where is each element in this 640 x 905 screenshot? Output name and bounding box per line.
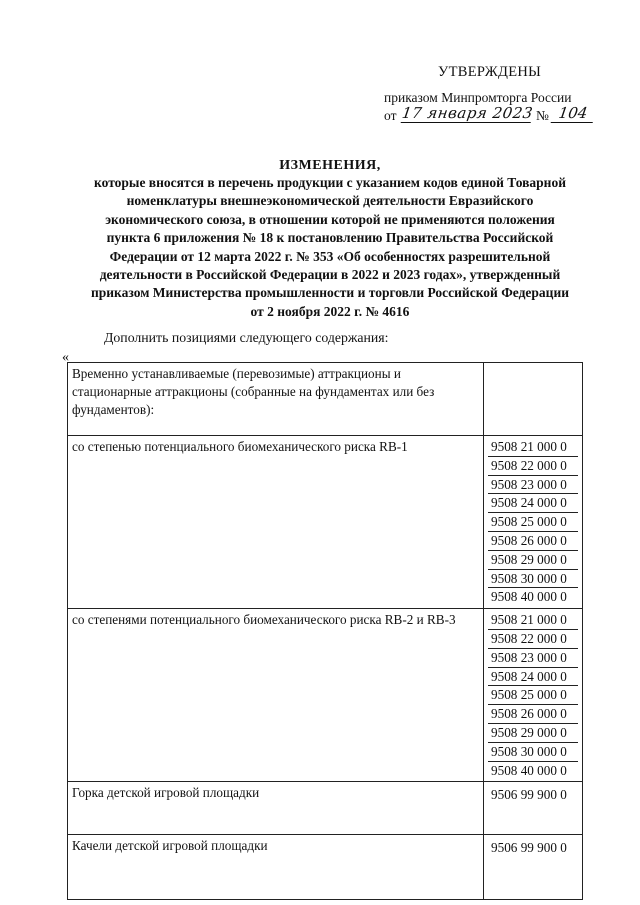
subtitle-line: номенклатуры внешнеэкономической деятельности Евразийского — [126, 193, 534, 209]
tnved-code: 9508 26 000 0 — [488, 532, 578, 551]
tnved-code: 9508 21 000 0 — [488, 611, 578, 630]
table-row — [68, 363, 583, 436]
product-codes-table — [67, 362, 583, 900]
product-name-cell: Качели детской игровой площадки — [68, 835, 484, 900]
document-subtitle — [60, 174, 600, 321]
approved-label: УТВЕРЖДЕНЫ — [438, 64, 542, 80]
subtitle-line: деятельности в Российской Федерации в 2022 и 2023 годах», утвержденный — [99, 267, 561, 283]
product-name-cell: Горка детской игровой площадки — [68, 782, 484, 835]
tnved-code-cell — [484, 363, 583, 436]
table-row — [68, 782, 583, 835]
document-heading: ИЗМЕНЕНИЯ, — [279, 158, 381, 173]
tnved-code: 9508 23 000 0 — [488, 649, 578, 668]
tnved-code-cell — [484, 609, 583, 782]
subtitle-line: приказом Министерства промышленности и торговли Российской Федерации — [90, 285, 570, 301]
tnved-code: 9506 99 900 0 — [491, 787, 567, 803]
tnved-code: 9508 23 000 0 — [488, 476, 578, 495]
intro-paragraph: Дополнить позициями следующего содержания: — [104, 330, 389, 345]
tnved-code-cell — [484, 436, 583, 609]
date-prefix: от — [384, 108, 397, 123]
tnved-code: 9508 29 000 0 — [488, 551, 578, 570]
subtitle-line: пункта 6 приложения № 18 к постановлению Правительства Российской — [106, 230, 554, 246]
open-quote: « — [62, 350, 69, 365]
order-date-line — [384, 104, 604, 130]
number-prefix: № — [536, 108, 549, 123]
tnved-code: 9508 40 000 0 — [491, 762, 567, 778]
tnved-code-cell — [484, 835, 583, 900]
tnved-code: 9508 40 000 0 — [491, 589, 567, 605]
tnved-code: 9508 30 000 0 — [488, 743, 578, 762]
table-row — [68, 436, 583, 609]
tnved-code: 9508 25 000 0 — [488, 686, 578, 705]
tnved-code: 9506 99 900 0 — [491, 840, 567, 856]
table-row — [68, 835, 583, 900]
tnved-code: 9508 30 000 0 — [488, 570, 578, 589]
tnved-code: 9508 21 000 0 — [488, 438, 578, 457]
tnved-code-cell — [484, 782, 583, 835]
subtitle-line: Федерации от 12 марта 2022 г. № 353 «Об особенностях разрешительной — [109, 248, 551, 264]
table-row — [68, 609, 583, 782]
tnved-code: 9508 24 000 0 — [488, 668, 578, 687]
tnved-code: 9508 24 000 0 — [488, 494, 578, 513]
handwritten-date: 17 января 2023 — [400, 104, 535, 122]
order-reference: приказом Минпромторга России — [384, 90, 572, 105]
tnved-code: 9508 22 000 0 — [488, 457, 578, 476]
product-name-cell: со степенью потенциального биомеханического риска RB-1 — [68, 436, 484, 609]
product-name-cell: Временно устанавливаемые (перевозимые) аттракционы и стационарные аттракционы (собранные на фундаментах или без фундаментов): — [68, 363, 484, 436]
subtitle-line: экономического союза, в отношении которой не применяются положения — [105, 211, 555, 227]
tnved-code: 9508 29 000 0 — [488, 724, 578, 743]
tnved-code: 9508 22 000 0 — [488, 630, 578, 649]
subtitle-line: от 2 ноября 2022 г. № 4616 — [250, 303, 410, 319]
product-name-cell: со степенями потенциального биомеханического риска RB-2 и RB-3 — [68, 609, 484, 782]
handwritten-order-number: 104 — [551, 104, 596, 123]
tnved-code: 9508 26 000 0 — [488, 705, 578, 724]
subtitle-line: которые вносятся в перечень продукции с указанием кодов единой Товарной — [94, 175, 566, 190]
tnved-code: 9508 25 000 0 — [488, 513, 578, 532]
